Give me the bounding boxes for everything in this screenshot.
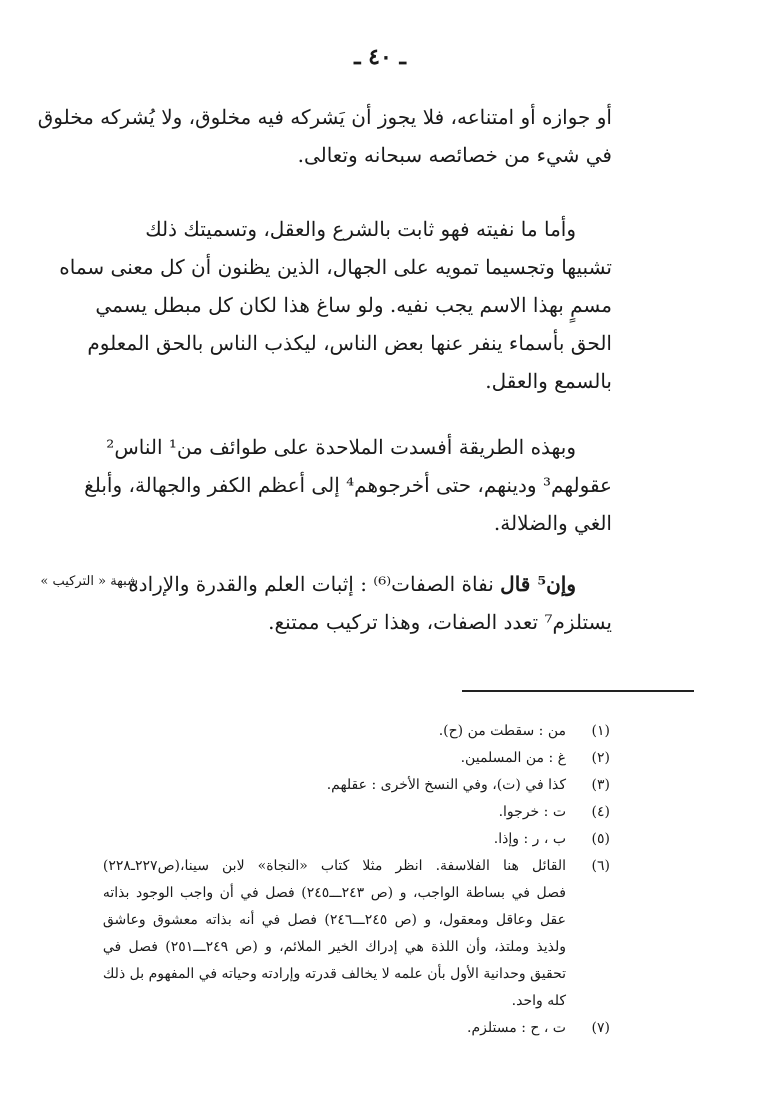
footnote	[190, 745, 610, 772]
paragraph-4	[128, 565, 612, 641]
footnote	[190, 772, 610, 799]
footnote-number: (٥)	[591, 831, 610, 847]
text-line: في شيء من خصائصه سبحانه وتعالى.	[297, 143, 612, 167]
margin-note: شبهة « التركيب »	[40, 574, 138, 589]
text-line	[128, 565, 612, 603]
footnote-line: ولذيذ وملتذ، وأن اللذة هي إدراك الخير الملائم، و (ص ٢٤٩ـــ٢٥١) فصل في	[102, 939, 566, 955]
paragraph-1	[37, 98, 612, 174]
footnote-line: كذا في (ت)، وفي النسخ الأخرى : عقلهم.	[326, 777, 566, 793]
footnote-line: من : سقطت من (ح).	[438, 723, 566, 739]
footnotes	[102, 718, 610, 1042]
text-line: وأما ما نفيته فهو ثابت بالشرع والعقل، وتسميتك ذلك	[145, 217, 576, 241]
footnote-number: (٢)	[591, 750, 610, 766]
footnote	[190, 826, 610, 853]
footnote-line: تحقيق وحدانية الأول بأن علمه لا يخالف قدرته وإرادته وحياته في المفهوم بل ذلك	[102, 966, 566, 982]
footnote-number: (١)	[591, 723, 610, 739]
footnote-text	[190, 745, 566, 772]
text-line: بالسمع والعقل.	[485, 369, 612, 393]
footnote	[102, 853, 610, 1015]
footnote	[190, 718, 610, 745]
footnote-divider	[462, 690, 694, 692]
paragraph-3	[84, 428, 612, 542]
text-line: مسمٍ بهذا الاسم يجب نفيه. ولو ساغ هذا لكان كل مبطل يسمي	[95, 293, 612, 317]
text-line: يستلزم⁷ تعدد الصفات، وهذا تركيب ممتنع.	[268, 610, 612, 634]
text-line: عقولهم³ ودينهم، حتى أخرجوهم⁴ إلى أعظم الكفر والجهالة، وأبلغ	[84, 473, 612, 497]
line-rest: نفاة الصفات⁽⁶⁾ : إثبات العلم والقدرة والإرادة	[128, 572, 501, 596]
paragraph-2	[59, 210, 612, 400]
footnote-line: فصل في بساطة الواجب، و (ص ٢٤٣ـــ٢٤٥) فصل في أن واجب الوجود بذاته	[102, 885, 566, 901]
bold-lead: وإن⁵ قال	[500, 572, 576, 596]
footnote-number: (٤)	[591, 804, 610, 820]
footnote-text	[190, 772, 566, 799]
footnote-text	[190, 1015, 566, 1042]
text-line: الحق بأسماء ينفر عنها بعض الناس، ليكذب الناس بالحق المعلوم	[87, 331, 612, 355]
footnote	[190, 1015, 610, 1042]
footnote-text	[103, 853, 566, 1015]
footnote-text	[190, 826, 566, 853]
footnote-number: (٣)	[591, 777, 610, 793]
footnote-line: عقل وعاقل ومعقول، و (ص ٢٤٥ـــ٢٤٦) فصل في أنه بذاته معشوق وعاشق	[102, 912, 566, 928]
text-line: أو جوازه أو امتناعه، فلا يجوز أن يَشركه فيه مخلوق، ولا يُشركه مخلوق	[37, 105, 612, 129]
footnote-line: كله واحد.	[511, 993, 566, 1009]
footnote-line: القائل هنا الفلاسفة. انظر مثلا كتاب «النجاة» لابن سينا،(ص٢٢٧ـ٢٢٨)	[102, 858, 566, 874]
footnote-line: ت : خرجوا.	[498, 804, 566, 820]
text-line: وبهذه الطريقة أفسدت الملاحدة على طوائف من¹ الناس²	[106, 435, 576, 459]
footnote-line: ت ، ح : مستلزم.	[467, 1020, 566, 1036]
page-number: ـ ٤٠ ـ	[354, 44, 406, 70]
text-line: الغي والضلالة.	[493, 511, 612, 535]
footnote-number: (٧)	[591, 1020, 610, 1036]
footnote-line: ب ، ر : وإذا.	[493, 831, 566, 847]
footnote-number: (٦)	[591, 858, 610, 874]
text-line: تشبيها وتجسيما تمويه على الجهال، الذين يظنون أن كل معنى سماه	[59, 255, 612, 279]
footnote	[190, 799, 610, 826]
footnote-text	[190, 718, 566, 745]
footnote-line: غ : من المسلمين.	[460, 750, 566, 766]
footnote-text	[190, 799, 566, 826]
